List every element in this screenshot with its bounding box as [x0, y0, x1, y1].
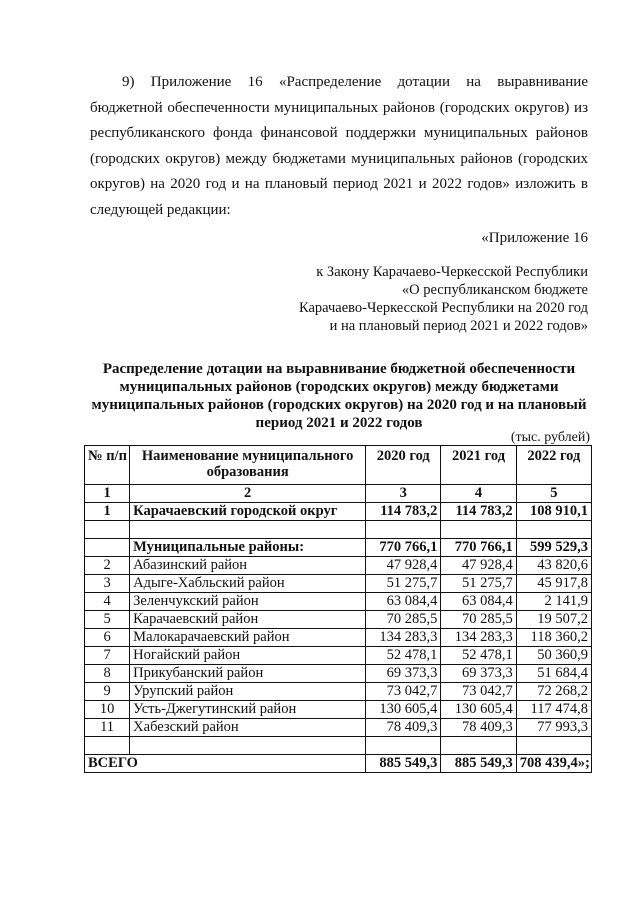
empty-cell [366, 521, 441, 539]
appendix-label: «Приложение 16 [481, 230, 588, 246]
column-number: 1 [85, 485, 130, 503]
row-2021: 52 478,1 [441, 647, 516, 665]
table-row [85, 575, 592, 593]
row-2022: 108 910,1 [516, 503, 591, 521]
empty-cell [441, 737, 516, 755]
row-name: Карачаевский район [130, 611, 366, 629]
row-name: Адыге-Хабльский район [130, 575, 366, 593]
law-reference-line: к Закону Карачаево-Черкесской Республики [316, 264, 588, 280]
row-num: 4 [85, 593, 130, 611]
row-2021: 51 275,7 [441, 575, 516, 593]
empty-cell [85, 521, 130, 539]
row-2020: 69 373,3 [366, 665, 441, 683]
total-2020: 885 549,3 [366, 755, 441, 773]
row-2022: 118 360,2 [516, 629, 591, 647]
law-reference [228, 263, 588, 335]
table-row [85, 611, 592, 629]
empty-cell [130, 737, 366, 755]
column-number: 5 [516, 485, 591, 503]
row-2020: 73 042,7 [366, 683, 441, 701]
column-number: 2 [130, 485, 366, 503]
row-2021: 134 283,3 [441, 629, 516, 647]
row-2022: 50 360,9 [516, 647, 591, 665]
row-2022: 77 993,3 [516, 719, 591, 737]
table-row [85, 701, 592, 719]
row-name: Усть-Джегутинский район [130, 701, 366, 719]
row-2021: 78 409,3 [441, 719, 516, 737]
row-2022: 72 268,2 [516, 683, 591, 701]
row-2022: 43 820,6 [516, 557, 591, 575]
header-name: Наименование муниципального образования [130, 446, 366, 485]
empty-cell [130, 521, 366, 539]
law-reference-line: «О республиканском бюджете [401, 282, 588, 298]
row-name: Хабезский район [130, 719, 366, 737]
row-2021: 63 084,4 [441, 593, 516, 611]
row-num: 1 [85, 503, 130, 521]
row-2020: 114 783,2 [366, 503, 441, 521]
row-2022: 2 141,9 [516, 593, 591, 611]
districts-subtotal-row [85, 539, 592, 557]
empty-row [85, 521, 592, 539]
row-2020: 78 409,3 [366, 719, 441, 737]
row-2020: 70 285,5 [366, 611, 441, 629]
total-2022: 708 439,4»; [516, 755, 591, 773]
row-2020: 63 084,4 [366, 593, 441, 611]
row-2021: 130 605,4 [441, 701, 516, 719]
city-row [85, 503, 592, 521]
row-2021: 73 042,7 [441, 683, 516, 701]
table-row [85, 557, 592, 575]
row-2020: 134 283,3 [366, 629, 441, 647]
row-2020: 52 478,1 [366, 647, 441, 665]
row-name: Ногайский район [130, 647, 366, 665]
empty-cell [85, 539, 130, 557]
total-label: ВСЕГО [85, 755, 366, 773]
row-2021: 114 783,2 [441, 503, 516, 521]
header-2020: 2020 год [366, 446, 441, 485]
header-2021: 2021 год [441, 446, 516, 485]
empty-row [85, 737, 592, 755]
total-row [85, 755, 592, 773]
row-2020: 47 928,4 [366, 557, 441, 575]
row-name: Урупский район [130, 683, 366, 701]
units-label: (тыс. рублей) [510, 430, 590, 445]
row-name: Абазинский район [130, 557, 366, 575]
distribution-table [84, 445, 592, 773]
table-row [85, 683, 592, 701]
row-name: Прикубанский район [130, 665, 366, 683]
column-number-row [85, 485, 592, 503]
row-num: 9 [85, 683, 130, 701]
row-2022: 117 474,8 [516, 701, 591, 719]
row-2020: 130 605,4 [366, 701, 441, 719]
row-name: Карачаевский городской округ [130, 503, 366, 521]
intro-paragraph-text: 9) Приложение 16 «Распределение дотации на выравнивание бюджетной обеспеченности муниципальных районов (городских округов) из республиканского фонда финансовой поддержки муниципальных районов (городских округов) между бюджетами муниципальных районов (городских округов) на 2020 год и на плановый период 2021 и 2022 годов» изложить в следующей редакции: [90, 74, 588, 218]
intro-paragraph [90, 70, 588, 223]
column-number: 4 [441, 485, 516, 503]
row-num: 5 [85, 611, 130, 629]
row-name: Зеленчукский район [130, 593, 366, 611]
row-name: Малокарачаевский район [130, 629, 366, 647]
row-num: 8 [85, 665, 130, 683]
empty-cell [516, 521, 591, 539]
table-title: Распределение дотации на выравнивание бюджетной обеспеченности муниципальных районов (городских округов) между бюджетами муниципальных районов (городских округов) на 2020 год и на плановый период 2021 и 2022 годов [91, 361, 587, 431]
row-2022: 45 917,8 [516, 575, 591, 593]
empty-cell [441, 521, 516, 539]
empty-cell [85, 737, 130, 755]
row-num: 11 [85, 719, 130, 737]
table-header-row [85, 446, 592, 485]
row-num: 2 [85, 557, 130, 575]
row-2022: 19 507,2 [516, 611, 591, 629]
row-2022: 51 684,4 [516, 665, 591, 683]
row-num: 3 [85, 575, 130, 593]
table-row [85, 665, 592, 683]
row-num: 7 [85, 647, 130, 665]
table-row [85, 593, 592, 611]
header-num: № п/п [85, 446, 130, 485]
total-2021: 885 549,3 [441, 755, 516, 773]
header-2022: 2022 год [516, 446, 591, 485]
row-num: 10 [85, 701, 130, 719]
table-row [85, 629, 592, 647]
table-row [85, 647, 592, 665]
districts-2020: 770 766,1 [366, 539, 441, 557]
row-2021: 70 285,5 [441, 611, 516, 629]
law-reference-line: и на плановый период 2021 и 2022 годов» [329, 318, 588, 334]
empty-cell [366, 737, 441, 755]
districts-2022: 599 529,3 [516, 539, 591, 557]
column-number: 3 [366, 485, 441, 503]
districts-label: Муниципальные районы: [130, 539, 366, 557]
row-2021: 69 373,3 [441, 665, 516, 683]
row-2021: 47 928,4 [441, 557, 516, 575]
table-row [85, 719, 592, 737]
law-reference-line: Карачаево-Черкесской Республики на 2020 год [298, 300, 588, 316]
row-num: 6 [85, 629, 130, 647]
row-2020: 51 275,7 [366, 575, 441, 593]
districts-2021: 770 766,1 [441, 539, 516, 557]
empty-cell [516, 737, 591, 755]
